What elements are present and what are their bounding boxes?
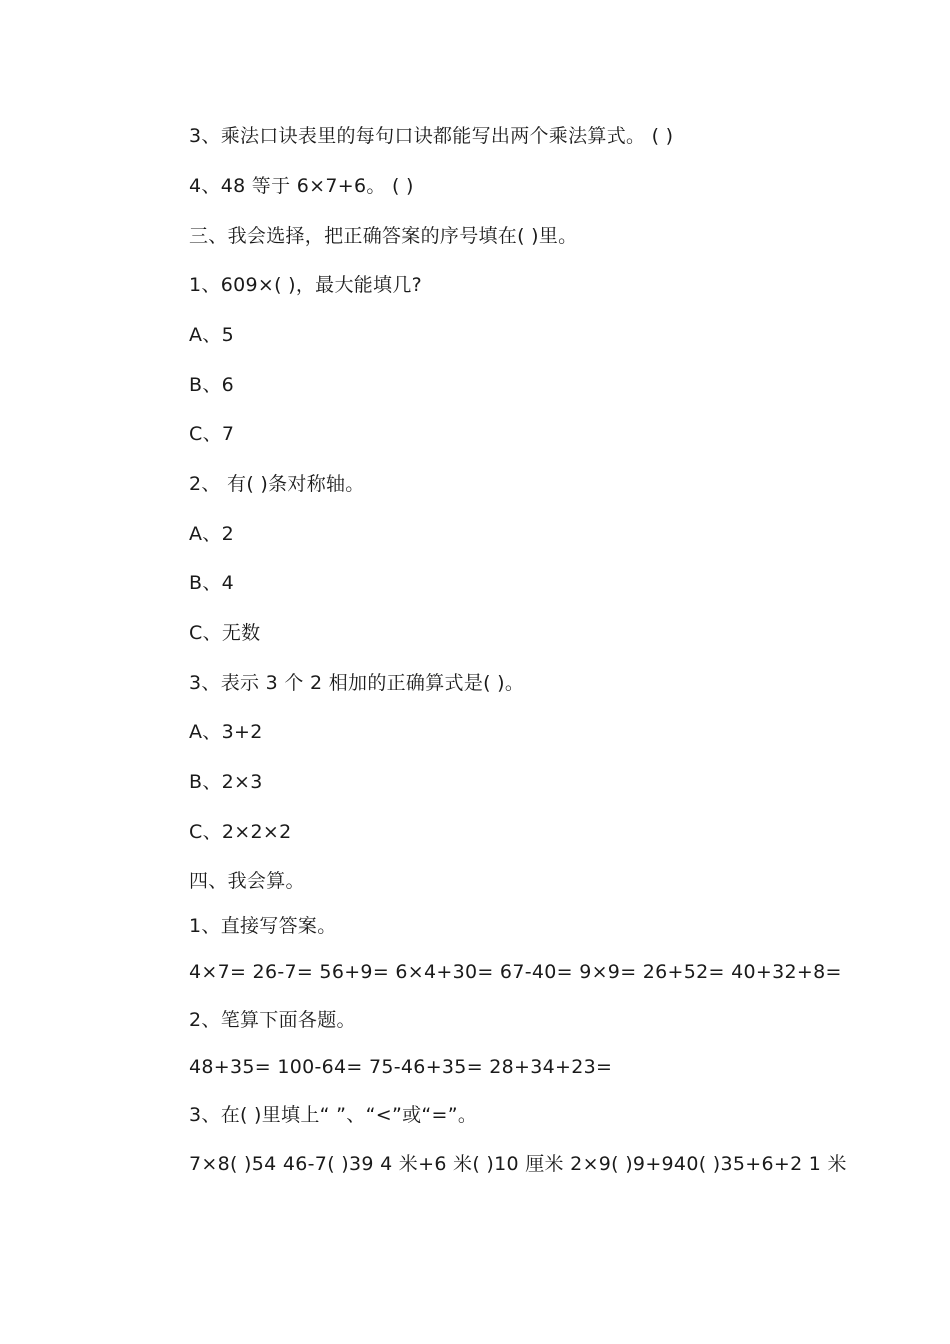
option-line-2b: B、4 bbox=[189, 572, 235, 594]
option-line-2c: C、无数 bbox=[189, 622, 261, 644]
subheading-compare: 3、在( )里填上“ ”、“<”或“=”。 bbox=[189, 1104, 478, 1126]
section-heading-3: 三、我会选择，把正确答案的序号填在( )里。 bbox=[189, 225, 578, 247]
calc-line-written: 48+35= 100-64= 75-46+35= 28+34+23= bbox=[189, 1056, 613, 1078]
subheading-direct-answer: 1、直接写答案。 bbox=[189, 915, 337, 937]
question-line-mc-2: 2、 有( )条对称轴。 bbox=[189, 473, 365, 495]
subheading-written-calc: 2、笔算下面各题。 bbox=[189, 1009, 356, 1031]
option-line-1c: C、7 bbox=[189, 423, 235, 445]
option-line-1b: B、6 bbox=[189, 374, 235, 396]
option-line-3a: A、3+2 bbox=[189, 721, 263, 743]
option-line-3c: C、2×2×2 bbox=[189, 821, 292, 843]
option-line-2a: A、2 bbox=[189, 523, 234, 545]
section-heading-4: 四、我会算。 bbox=[189, 870, 305, 892]
question-line-tf-4: 4、48 等于 6×7+6。 ( ) bbox=[189, 175, 414, 197]
option-line-1a: A、5 bbox=[189, 324, 234, 346]
calc-line-direct: 4×7= 26-7= 56+9= 6×4+30= 67-40= 9×9= 26+52= 40+32+8= bbox=[189, 961, 842, 983]
question-line-tf-3: 3、乘法口诀表里的每句口诀都能写出两个乘法算式。 ( ) bbox=[189, 125, 674, 147]
option-line-3b: B、2×3 bbox=[189, 771, 263, 793]
question-line-mc-1: 1、609×( )，最大能填几? bbox=[189, 274, 423, 296]
compare-line: 7×8( )54 46-7( )39 4 米+6 米( )10 厘米 2×9( )9+940( )35+6+2 1 米 bbox=[189, 1153, 847, 1175]
question-line-mc-3: 3、表示 3 个 2 相加的正确算式是( )。 bbox=[189, 672, 525, 694]
